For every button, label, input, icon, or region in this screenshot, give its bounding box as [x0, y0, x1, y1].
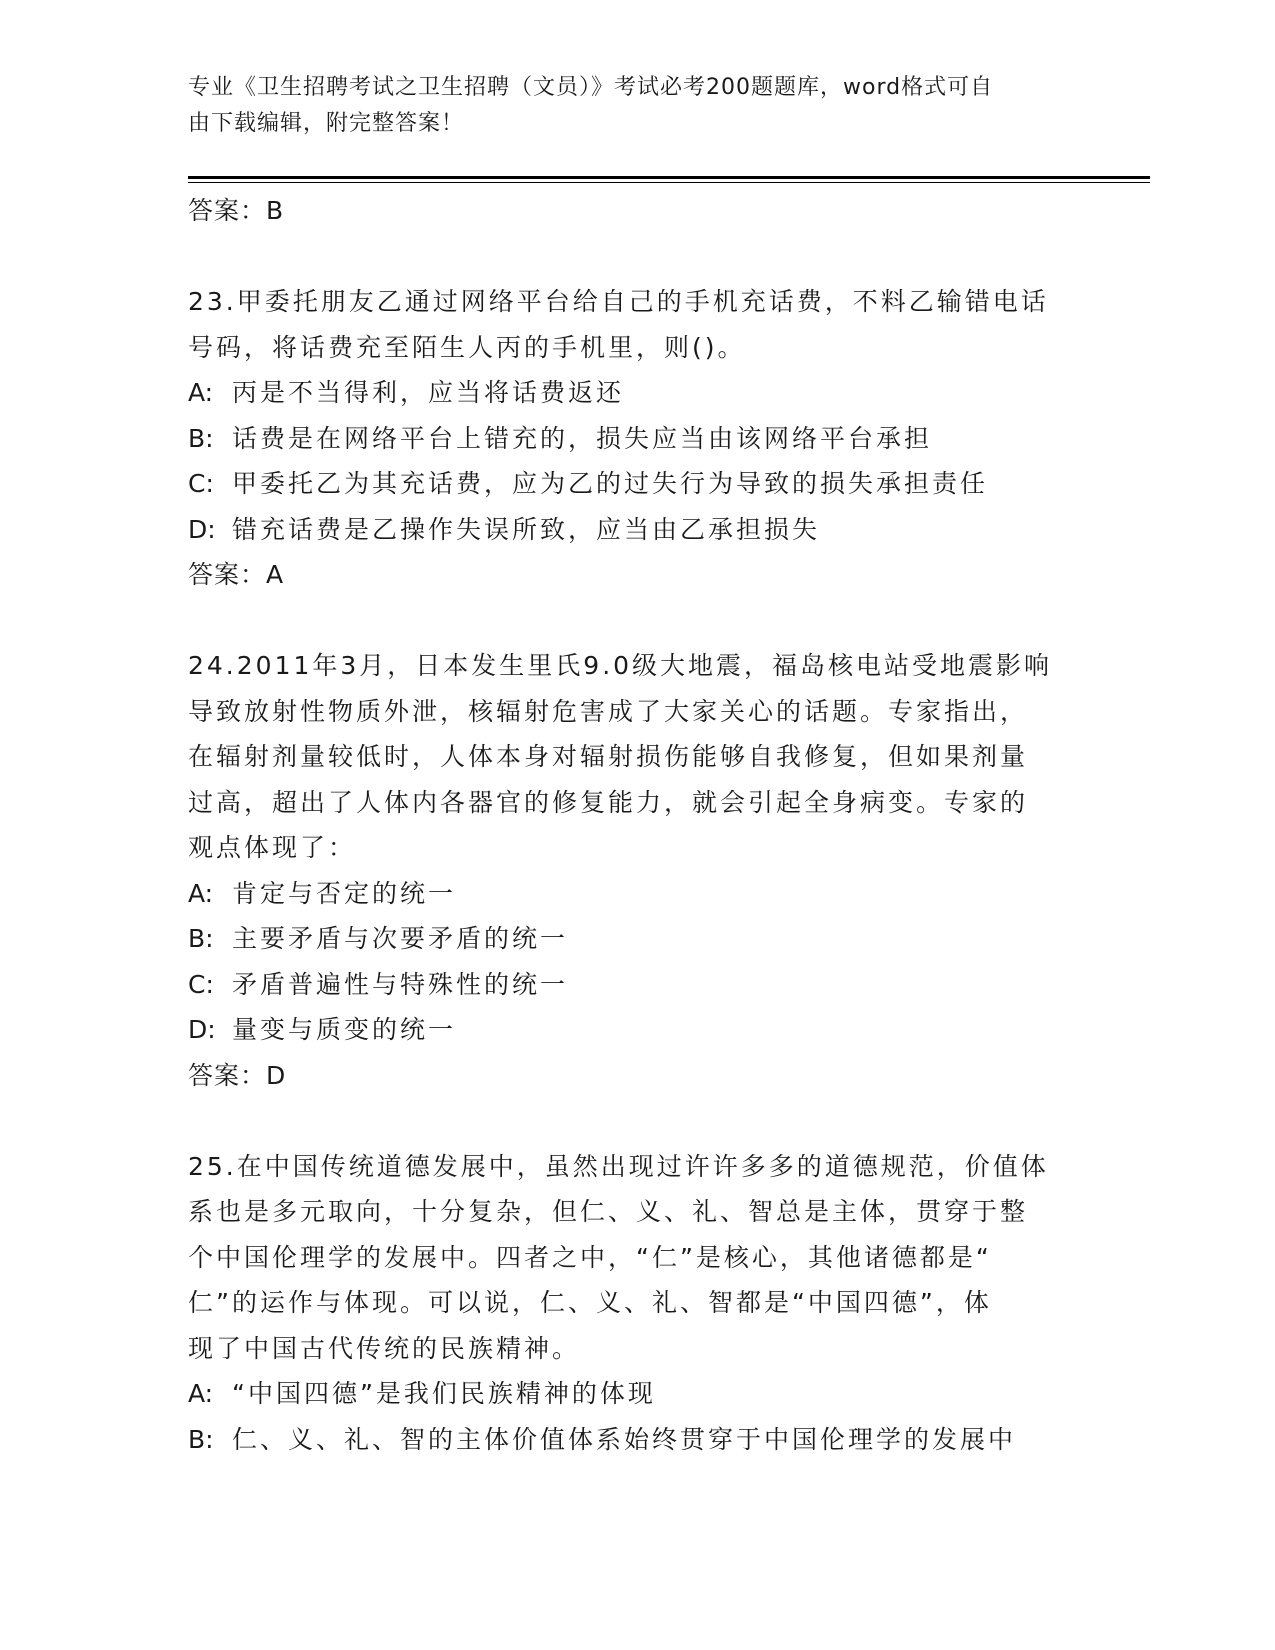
- question-25-line-1: 25.在中国传统道德发展中，虽然出现过许许多多的道德规范，价值体: [188, 1151, 1049, 1181]
- question-24-line-1: 24.2011年3月，日本发生里氏9.0级大地震，福岛核电站受地震影响: [188, 651, 1053, 680]
- option-text: 丙是不当得利，应当将话费返还: [232, 378, 625, 407]
- question-23-option-c: [188, 461, 1088, 507]
- question-23-option-a: [188, 370, 1088, 416]
- option-text: 肯定与否定的统一: [232, 878, 457, 908]
- option-key: A:: [188, 378, 214, 407]
- header-rule-thick: [188, 176, 1150, 179]
- question-23-line-2: 号码，将话费充至陌生人丙的手机里，则()。: [188, 332, 746, 362]
- question-25-line-4: 仁”的运作与体现。可以说，仁、义、礼、智都是“中国四德”，体: [188, 1288, 992, 1317]
- header-line-2: 由下载编辑，附完整答案！: [188, 111, 465, 136]
- question-24-line-2: 导致放射性物质外泄，核辐射危害成了大家关心的话题。专家指出，: [188, 696, 1029, 726]
- spacer: [188, 598, 1088, 644]
- answer-prev: 答案：B: [188, 196, 285, 225]
- question-24: [188, 643, 1088, 1098]
- option-text: 错充话费是乙操作失误所致，应当由乙承担损失: [232, 514, 821, 544]
- option-text: 甲委托乙为其充话费，应为乙的过失行为导致的损失承担责任: [232, 469, 989, 498]
- option-key: A:: [188, 878, 214, 908]
- option-key: B:: [188, 1424, 214, 1454]
- option-text: 仁、义、礼、智的主体价值体系始终贯穿于中国伦理学的发展中: [232, 1424, 1017, 1454]
- question-24-option-a: [188, 871, 1088, 917]
- question-24-option-c: [188, 962, 1088, 1008]
- spacer: [188, 234, 1088, 280]
- option-key: B:: [188, 924, 214, 953]
- spacer: [188, 1098, 1088, 1144]
- question-25-line-2: 系也是多元取向，十分复杂，但仁、义、礼、智总是主体，贯穿于整: [188, 1197, 1029, 1226]
- question-25: [188, 1144, 1088, 1463]
- option-text: 话费是在网络平台上错充的，损失应当由该网络平台承担: [232, 423, 933, 453]
- question-content: [188, 188, 1088, 1462]
- question-24-option-b: [188, 916, 1088, 962]
- header-line-1: 专业《卫生招聘考试之卫生招聘（文员）》考试必考200题题库，word格式可自: [188, 75, 994, 100]
- question-25-line-5: 现了中国古代传统的民族精神。: [188, 1333, 581, 1363]
- question-24-option-d: [188, 1007, 1088, 1053]
- page-header: [188, 70, 1068, 142]
- question-25-option-b: [188, 1417, 1088, 1463]
- option-text: 主要矛盾与次要矛盾的统一: [232, 924, 569, 953]
- question-23-line-1: 23.甲委托朋友乙通过网络平台给自己的手机充话费，不料乙输错电话: [188, 287, 1049, 316]
- question-24-line-5: 观点体现了：: [188, 833, 357, 862]
- question-25-option-a: [188, 1371, 1088, 1417]
- option-key: B:: [188, 423, 214, 453]
- option-key: D:: [188, 514, 216, 544]
- question-23-answer: 答案：A: [188, 560, 285, 589]
- option-text: “中国四德”是我们民族精神的体现: [232, 1379, 656, 1408]
- question-24-answer: 答案：D: [188, 1060, 287, 1090]
- option-key: D:: [188, 1015, 216, 1044]
- option-key: A:: [188, 1379, 214, 1408]
- question-23-option-b: [188, 416, 1088, 462]
- option-key: C:: [188, 469, 214, 498]
- question-24-line-4: 过高，超出了人体内各器官的修复能力，就会引起全身病变。专家的: [188, 787, 1029, 817]
- question-23: [188, 279, 1088, 598]
- option-text: 矛盾普遍性与特殊性的统一: [232, 969, 569, 999]
- question-24-line-3: 在辐射剂量较低时，人体本身对辐射损伤能够自我修复，但如果剂量: [188, 742, 1029, 771]
- header-rule-thin: [188, 182, 1150, 183]
- question-23-option-d: [188, 507, 1088, 553]
- question-25-line-3: 个中国伦理学的发展中。四者之中，“仁”是核心，其他诸德都是“: [188, 1242, 992, 1272]
- option-key: C:: [188, 969, 214, 999]
- option-text: 量变与质变的统一: [232, 1015, 457, 1044]
